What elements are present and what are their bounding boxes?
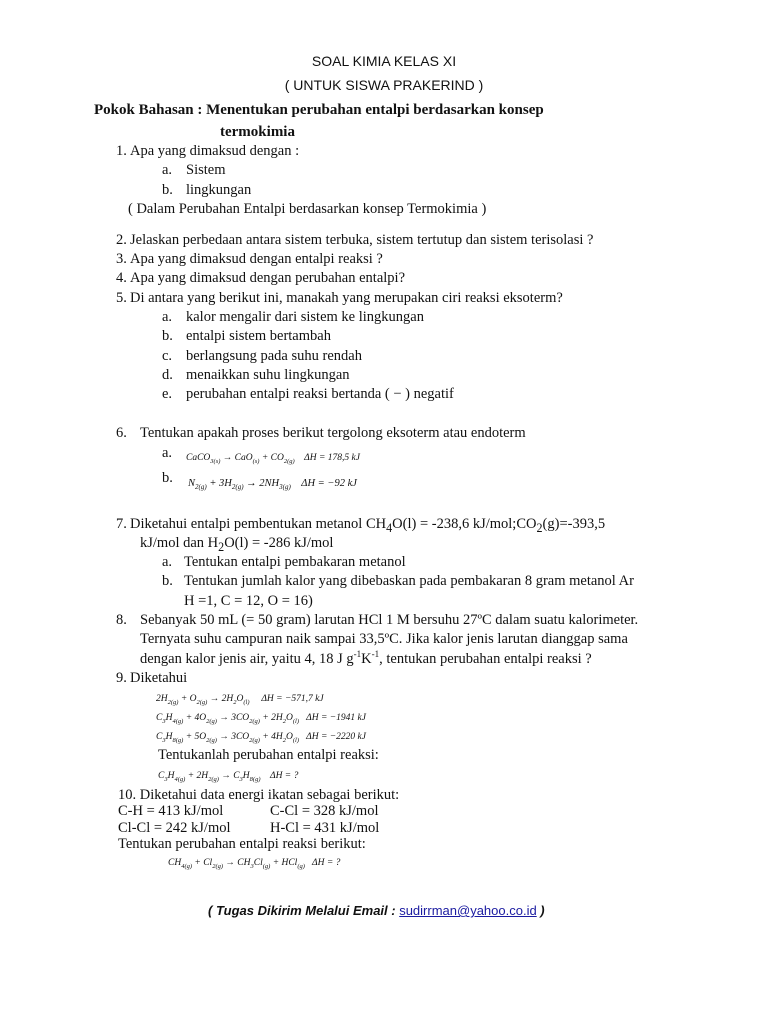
footer-prefix: ( Tugas Dikirim Melalui Email : — [208, 903, 400, 918]
q6-equation-b: $N_{2(g)} + 3H_{2(g)} \to 2NH_{3(g)}$ ΔH = −92 kJ — [188, 478, 357, 492]
q9-target-dh: ΔH = ? — [270, 771, 299, 781]
q9-eq3-dh: ΔH = −2220 kJ — [306, 732, 366, 742]
bond-ch: C-H = 413 kJ/mol — [118, 803, 224, 819]
q5-opt-label: e. — [162, 386, 173, 402]
q1-number: 1. — [116, 143, 127, 159]
q5-opt-text: menaikkan suhu lingkungan — [186, 367, 350, 383]
q7-opt-b-cont: H =1, C = 12, O = 16) — [184, 593, 313, 609]
q3-text: Apa yang dimaksud dengan entalpi reaksi ? — [130, 251, 383, 267]
bond-clcl: Cl-Cl = 242 kJ/mol — [118, 820, 231, 836]
q5-opt-text: kalor mengalir dari sistem ke lingkungan — [186, 309, 424, 325]
q9-ask: Tentukanlah perubahan entalpi reaksi: — [158, 747, 379, 763]
q5-number: 5. — [116, 290, 127, 306]
q9-equation-2: $C_3H_{4(g)} + 4O_{2(g)} \to 3CO_{2(g)} + 2H_2O_{(l)}$ ΔH = −1941 kJ — [156, 713, 366, 725]
q7-opt-a-label: a. — [162, 554, 173, 570]
q7-opt-b-label: b. — [162, 573, 173, 589]
q4-text: Apa yang dimaksud dengan perubahan entalpi? — [130, 270, 406, 286]
footer-suffix: ) — [536, 903, 545, 918]
q1-opt-b-label: b. — [162, 182, 173, 198]
q5-opt-label: b. — [162, 328, 173, 344]
q10-ask: Tentukan perubahan entalpi reaksi berikut: — [118, 836, 366, 852]
q9-eq1-dh: ΔH = −571,7 kJ — [261, 694, 324, 704]
q6-text: Tentukan apakah proses berikut tergolong eksoterm atau endoterm — [140, 425, 526, 441]
q7-number: 7. — [116, 516, 127, 532]
topic-line-1: Pokok Bahasan : Menentukan perubahan entalpi berdasarkan konsep — [94, 102, 544, 118]
q8-number: 8. — [116, 612, 127, 628]
q10-equation: $CH_{4(g)} + Cl_{2(g)} \to CH_3Cl_{(g)} + HCl_{(g)}$ ΔH = ? — [168, 858, 341, 870]
q9-equation-1: $2H_{2(g)} + O_{2(g)} \to 2H_2O_{(l)}$ ΔH = −571,7 kJ — [156, 694, 324, 706]
bond-ccl: C-Cl = 328 kJ/mol — [270, 803, 379, 819]
q8-line-2: Ternyata suhu campuran naik sampai 33,5ºC. Jika kalor jenis larutan dianggap sama — [140, 631, 628, 647]
q8-line-1: Sebanyak 50 mL (= 50 gram) larutan HCl 1 M bersuhu 27ºC dalam suatu kalorimeter. — [140, 612, 639, 628]
bond-hcl: H-Cl = 431 kJ/mol — [270, 820, 380, 836]
q6-number: 6. — [116, 425, 127, 441]
q5-opt-label: a. — [162, 309, 173, 325]
q1-text: Apa yang dimaksud dengan : — [130, 143, 300, 159]
q9-text: Diketahui — [130, 670, 188, 686]
q6-a-label: a. — [162, 445, 173, 461]
q7-line-1: Diketahui entalpi pembentukan metanol $CH_4O(l) = -238,6$ $kJ/mol;CO_2(g)=-393,5$ — [130, 516, 606, 535]
q3-number: 3. — [116, 251, 127, 267]
q5-text: Di antara yang berikut ini, manakah yang merupakan ciri reaksi eksoterm? — [130, 290, 563, 306]
q9-eq2-dh: ΔH = −1941 kJ — [306, 713, 366, 723]
footer-email-line — [208, 901, 545, 921]
q7-opt-a: Tentukan entalpi pembakaran metanol — [184, 554, 406, 570]
q9-number: 9. — [116, 670, 127, 686]
q5-opt-text: entalpi sistem bertambah — [186, 328, 331, 344]
q8-line-3: dengan kalor jenis air, yaitu 4, 18 J $g^{-1}K^{-1}$, tentukan perubahan entalpi reaksi ? — [140, 649, 592, 667]
q5-opt-label: d. — [162, 367, 173, 383]
q1-opt-a-label: a. — [162, 162, 173, 178]
doc-title: SOAL KIMIA KELAS XI — [311, 53, 457, 69]
q7-line-2: kJ/mol dan $H_2O(l) = -286$ kJ/mol — [140, 535, 334, 554]
q1-note: ( Dalam Perubahan Entalpi berdasarkan konsep Termokimia ) — [128, 201, 487, 217]
q5-opt-text: berlangsung pada suhu rendah — [186, 348, 362, 364]
q10-dh: ΔH = ? — [312, 858, 341, 868]
q5-opt-text: perubahan entalpi reaksi bertanda ( − ) negatif — [186, 386, 454, 402]
q1-opt-b: lingkungan — [186, 182, 252, 198]
doc-subtitle: ( UNTUK SISWA PRAKERIND ) — [284, 77, 484, 93]
email-link[interactable]: sudirrman@yahoo.co.id — [399, 903, 537, 918]
q9-equation-3: $C_3H_{8(g)} + 5O_{2(g)} \to 3CO_{2(g)} + 4H_2O_{(l)}$ ΔH = −2220 kJ — [156, 732, 366, 744]
q6-b-label: b. — [162, 470, 173, 486]
q2-text: Jelaskan perbedaan antara sistem terbuka, sistem tertutup dan sistem terisolasi ? — [130, 232, 594, 248]
q6-a-dh: ΔH = 178,5 kJ — [304, 453, 360, 463]
q6-b-dh: ΔH = −92 kJ — [301, 478, 357, 489]
q1-opt-a: Sistem — [186, 162, 226, 178]
q10-text: 10. Diketahui data energi ikatan sebagai berikut: — [118, 787, 400, 803]
q4-number: 4. — [116, 270, 127, 286]
q7-opt-b: Tentukan jumlah kalor yang dibebaskan pada pembakaran 8 gram metanol Ar — [184, 573, 634, 589]
q6-equation-a: CaCO$_{3(s)}$ → $CaO_{(s)} + CO_{2(g)}$ ΔH = 178,5 kJ — [186, 453, 360, 465]
q9-target-equation: $C_3H_{4(g)} + 2H_{2(g)} \to C_3H_{8(g)}$ ΔH = ? — [158, 771, 299, 783]
q5-opt-label: c. — [162, 348, 173, 364]
topic-line-2: termokimia — [220, 124, 295, 140]
q2-number: 2. — [116, 232, 127, 248]
